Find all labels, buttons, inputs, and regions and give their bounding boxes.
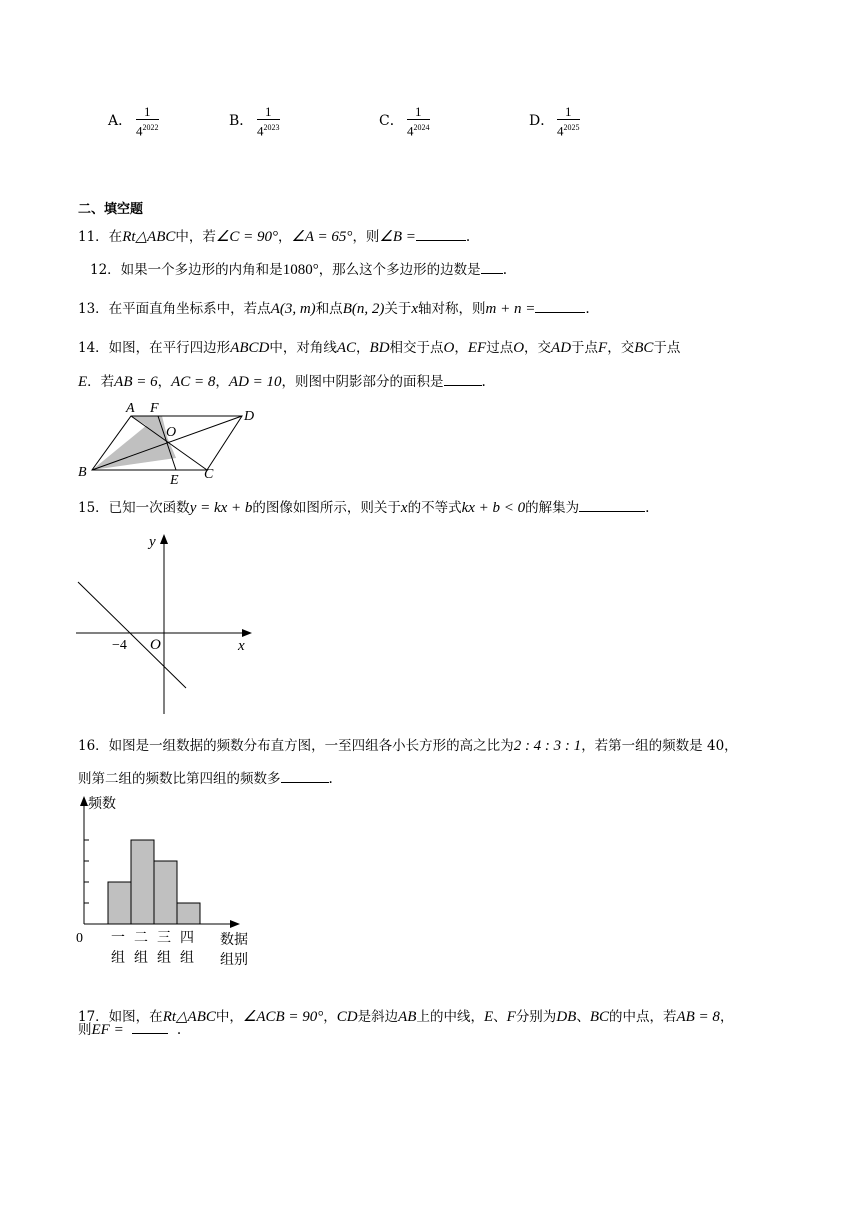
option-d-fraction — [557, 104, 580, 139]
q15-text-c: 的图像如图所示，则关于 — [252, 500, 401, 516]
q17-db: DB — [556, 1009, 577, 1025]
q14-e: E — [78, 374, 88, 390]
hist-bar-3 — [154, 861, 177, 924]
q14-o: O — [443, 340, 455, 356]
hist-bar-1 — [108, 882, 131, 924]
q13-point-a: A(3, m) — [270, 301, 316, 317]
q12-text-rest: ，那么这个多边形的边数是 — [318, 262, 481, 278]
option-b-exponent: 2023 — [263, 123, 280, 132]
q15-inequality: kx + b < 0 — [461, 500, 526, 516]
q14-text-c: ， — [356, 340, 370, 356]
q13-text-e: 关于 — [384, 301, 412, 317]
q13-point-b: B(n, 2) — [342, 301, 385, 317]
hist-x-label-bottom: 组别 — [220, 953, 248, 968]
q17-text-m: 分别为 — [515, 1009, 557, 1025]
q11-text-f: ，则 — [352, 229, 380, 245]
q15-text-a: 15．已知一次函数 — [78, 500, 190, 516]
parallelogram-figure — [76, 398, 266, 486]
q14-text-j: 于点 — [653, 340, 681, 356]
question-15 — [78, 496, 649, 517]
option-a-fraction — [136, 104, 159, 139]
q11-text-b: 中，若 — [175, 229, 216, 245]
q13-expression: m + n = — [485, 301, 536, 317]
q15-text-e: 的不等式 — [407, 500, 462, 516]
q14-bc: BC — [634, 340, 654, 356]
q15-text-g: 的解集为 — [525, 500, 580, 516]
q14-text-f: 过点 — [486, 340, 514, 356]
section-title: 二、填空题 — [78, 202, 144, 217]
label-c: C — [204, 467, 214, 482]
hist-category-bottom-1: 组 — [111, 951, 125, 966]
q14-end: . — [481, 374, 486, 390]
q14-ab: AB = 6 — [114, 374, 158, 390]
question-17-line-2b — [78, 1018, 181, 1039]
q14-ef: EF — [467, 340, 487, 356]
q17-f: F — [506, 1009, 516, 1025]
q17-text-c: 中， — [215, 1009, 243, 1025]
q13-text-g: 轴对称，则 — [418, 301, 486, 317]
q14-text-2b: ．若 — [87, 374, 115, 390]
question-13 — [78, 297, 590, 318]
q17-cd: CD — [336, 1009, 358, 1025]
q13-text-c: 和点 — [315, 301, 343, 317]
q11-angle-b: ∠B = — [379, 229, 416, 245]
q17-ef: EF = — [91, 1022, 124, 1038]
q15-answer-blank[interactable] — [579, 510, 645, 512]
q14-ad-val: AD = 10 — [228, 374, 282, 390]
q17-bc: BC — [589, 1009, 609, 1025]
q11-angle-a: ∠A = 65° — [291, 229, 353, 245]
x-intercept-label: −4 — [112, 638, 127, 653]
x-label: x — [238, 638, 245, 654]
x-axis-arrow — [242, 629, 252, 637]
q14-text-d: 相交于点 — [389, 340, 444, 356]
histogram-chart — [70, 790, 260, 970]
hist-origin: 0 — [76, 931, 83, 946]
q17-text-i: 上的中线， — [416, 1009, 484, 1025]
function-line — [78, 582, 186, 688]
q17-answer-blank[interactable] — [132, 1032, 168, 1034]
option-c-numerator: 1 — [415, 104, 422, 119]
q11-text-d: ， — [277, 229, 292, 245]
question-14-line-2 — [78, 370, 486, 391]
question-11 — [78, 225, 470, 246]
option-a-label: A． — [108, 113, 133, 129]
q13-end: . — [585, 301, 590, 317]
q17-angle: ∠ACB = 90° — [242, 1009, 324, 1025]
q17-text-k: 、 — [493, 1009, 507, 1025]
q14-text-2e: ，则图中阴影部分的面积是 — [281, 374, 444, 390]
label-f: F — [150, 401, 159, 416]
option-a-exponent: 2022 — [142, 123, 159, 132]
q14-text-e: ， — [454, 340, 468, 356]
hist-category-bottom-4: 组 — [180, 951, 194, 966]
q14-text-2d: ， — [215, 374, 229, 390]
hist-category-top-4: 四 — [180, 931, 194, 946]
question-12 — [90, 258, 507, 279]
option-c-label: C． — [379, 113, 404, 129]
q11-triangle: Rt△ABC — [122, 229, 176, 245]
q17-text-e: ， — [323, 1009, 337, 1025]
option-d-exponent: 2025 — [563, 123, 580, 132]
option-d-numerator: 1 — [565, 104, 572, 119]
q14-bd: BD — [369, 340, 390, 356]
q17-text-a: 17．如图，在 — [78, 1009, 163, 1025]
q12-text: 12．如果一个多边形的内角和是 — [90, 262, 283, 278]
q17-text-o: 、 — [576, 1009, 590, 1025]
q14-text-b: 中，对角线 — [269, 340, 337, 356]
hist-y-label: 频数 — [88, 797, 116, 812]
option-d-label: D． — [529, 113, 555, 129]
hist-y-arrow — [80, 796, 88, 806]
q16-text-b: ，若第一组的频数是 40， — [581, 738, 738, 754]
option-b-fraction — [257, 104, 280, 139]
q16-answer-blank[interactable] — [281, 781, 329, 783]
question-16-line-2 — [78, 767, 333, 787]
question-14-line-1 — [78, 336, 680, 357]
q16-end: . — [328, 771, 333, 787]
label-d: D — [244, 409, 255, 424]
q14-ad: AD — [551, 340, 572, 356]
q15-end: . — [645, 500, 650, 516]
label-e: E — [170, 473, 179, 486]
q14-text-i: ，交 — [607, 340, 635, 356]
option-c — [379, 110, 404, 130]
q11-end: . — [465, 229, 471, 245]
q14-text-g: ，交 — [524, 340, 552, 356]
q14-text-h: 于点 — [571, 340, 599, 356]
option-b-numerator: 1 — [265, 104, 272, 119]
q17-ab-val: AB = 8 — [676, 1009, 720, 1025]
label-o: O — [166, 425, 177, 440]
option-c-fraction — [407, 104, 430, 139]
option-d — [529, 110, 554, 130]
q17-text-2a: 则 — [78, 1022, 92, 1038]
hist-category-bottom-2: 组 — [134, 951, 148, 966]
option-a — [108, 110, 132, 130]
hist-x-label-top: 数据 — [220, 933, 248, 948]
option-c-exponent: 2024 — [413, 123, 430, 132]
q12-end: . — [502, 262, 507, 278]
y-axis-arrow — [160, 534, 168, 544]
q17-e: E — [483, 1009, 494, 1025]
label-b: B — [78, 465, 87, 480]
option-b-label: B． — [229, 113, 254, 129]
q17-text-q: 的中点，若 — [608, 1009, 677, 1025]
q13-x-axis: x — [411, 301, 419, 317]
option-c-base: 4 — [407, 123, 414, 139]
option-a-numerator: 1 — [144, 104, 151, 119]
q14-text: 14．如图，在平行四边形 — [78, 340, 231, 356]
q14-o2: O — [513, 340, 525, 356]
option-b-base: 4 — [257, 123, 264, 139]
q17-triangle: Rt△ABC — [162, 1009, 216, 1025]
hist-category-top-3: 三 — [157, 931, 171, 946]
hist-category-top-1: 一 — [111, 931, 125, 946]
q17-text-s: ， — [719, 1009, 734, 1025]
q14-text-2c: ， — [157, 374, 172, 390]
option-a-base: 4 — [136, 123, 143, 139]
q14-abcd: ABCD — [230, 340, 270, 356]
q15-function: y = kx + b — [189, 500, 253, 516]
option-d-base: 4 — [557, 123, 564, 139]
q14-ac: AC — [336, 340, 357, 356]
hist-category-bottom-3: 组 — [157, 951, 171, 966]
linear-function-graph — [72, 530, 262, 716]
q16-ratio: 2 : 4 : 3 : 1 — [513, 738, 582, 754]
q17-ab: AB — [398, 1009, 417, 1025]
q16-text-2: 则第二组的频数比第四组的频数多 — [78, 771, 281, 787]
q11-angle-c: ∠C = 90° — [215, 229, 278, 245]
q14-ac-val: AC = 8 — [171, 374, 216, 390]
q17-text-g: 是斜边 — [357, 1009, 399, 1025]
hist-bar-4 — [177, 903, 200, 924]
q15-x: x — [400, 500, 408, 516]
label-a: A — [126, 401, 135, 416]
hist-x-arrow — [230, 920, 240, 928]
q17-end: . — [176, 1022, 182, 1038]
hist-category-top-2: 二 — [134, 931, 148, 946]
q16-text: 16．如图是一组数据的频数分布直方图，一至四组各小长方形的高之比为 — [78, 738, 514, 754]
q12-answer-blank[interactable] — [481, 272, 503, 274]
q11-text: 11．在 — [78, 229, 123, 245]
q13-answer-blank[interactable] — [535, 311, 585, 313]
hist-bar-2 — [131, 840, 154, 924]
q12-value: 1080° — [282, 262, 319, 278]
q14-f: F — [598, 340, 608, 356]
q14-answer-blank[interactable] — [444, 384, 482, 386]
question-16-line-1 — [78, 734, 738, 755]
y-label: y — [149, 534, 156, 550]
q13-text-a: 13．在平面直角坐标系中，若点 — [78, 301, 271, 317]
option-b — [229, 110, 253, 130]
q11-answer-blank[interactable] — [416, 239, 466, 241]
origin-label: O — [150, 637, 161, 653]
